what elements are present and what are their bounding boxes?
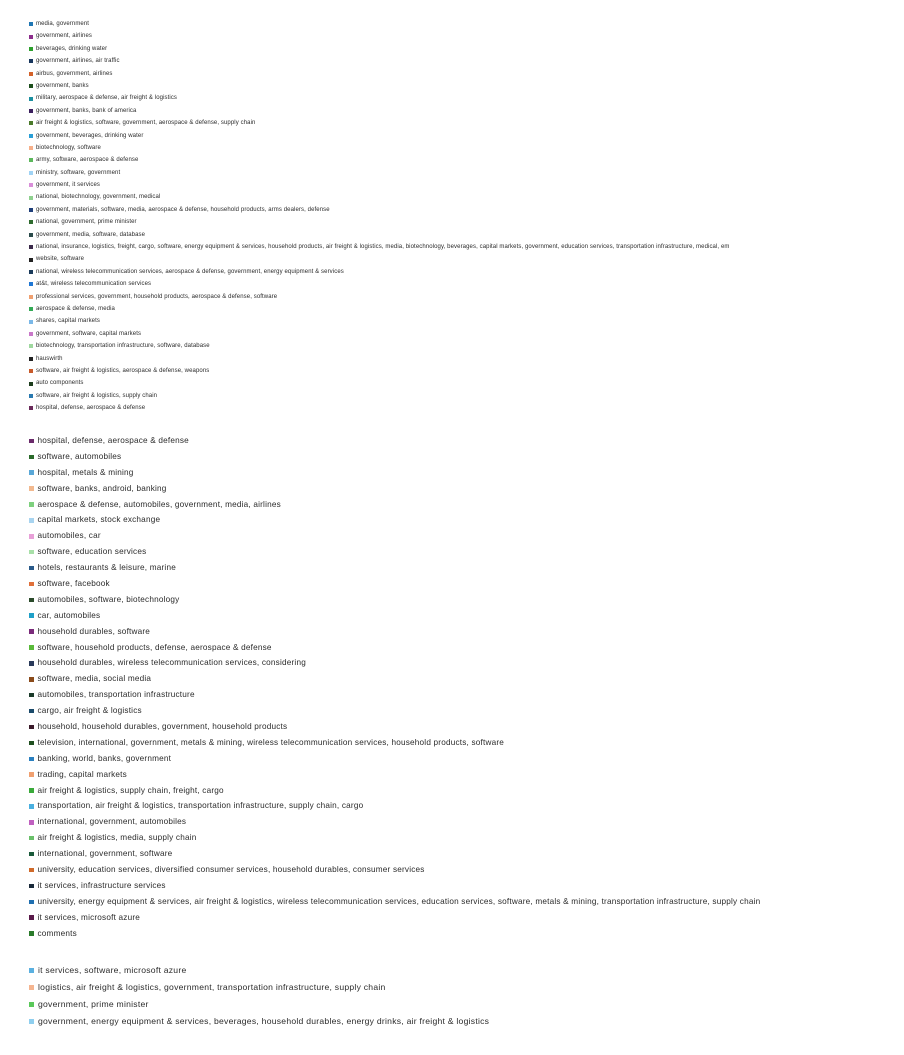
legend-entry [29,846,760,862]
legend-label: household durables, wireless telecommunication services, considering [37,658,306,668]
legend-entry [29,878,760,894]
legend-entry [29,735,760,751]
legend-swatch [29,518,34,523]
legend-swatch [29,357,33,361]
legend-entry [29,353,730,365]
legend-entry [29,624,760,640]
legend-entry [29,229,730,241]
legend-entry [29,592,760,608]
legend-entry [29,390,730,402]
legend-swatch [29,629,34,634]
legend-label: software, media, social media [37,674,152,684]
legend-label: biotechnology, software [36,144,101,151]
legend-label: automobiles, software, biotechnology [37,594,180,604]
legend-entry [29,402,730,414]
legend-label: household, household durables, government, household products [37,722,288,732]
legend-label: aerospace & defense, media [36,305,115,312]
legend-label: government, banks, bank of america [36,107,137,114]
legend-entry [29,640,760,656]
legend-swatch [29,725,34,730]
legend-swatch [29,550,34,555]
legend-swatch [29,406,33,410]
legend-label: army, software, aerospace & defense [36,157,139,164]
legend-entry [29,926,760,942]
legend-swatch [29,741,34,746]
legend-entry [29,30,730,42]
legend-entry [29,315,730,327]
legend-label: trading, capital markets [37,769,127,779]
legend-swatch [29,709,34,714]
legend-label: capital markets, stock exchange [37,515,161,525]
legend-swatch [29,788,34,793]
legend-label: it services, infrastructure services [37,880,166,890]
legend-swatch [29,613,34,618]
legend-swatch [29,22,33,26]
legend-label: government, software, capital markets [36,330,142,337]
legend-swatch [29,470,34,475]
legend-swatch [29,344,33,348]
legend-entry [29,798,760,814]
legend-swatch [29,439,34,444]
legend-entry [29,996,489,1013]
legend-entry [29,687,760,703]
legend-swatch [29,121,33,125]
legend-label: automobiles, car [37,531,101,541]
legend-swatch [29,455,34,460]
legend-entry [29,655,760,671]
legend-swatch [29,677,34,682]
legend-label: shares, capital markets [36,318,100,325]
legend-entry [29,80,730,92]
legend-swatch [29,900,34,905]
legend-swatch [29,582,34,587]
legend-label: hospital, metals & mining [37,467,134,477]
legend-label: government, energy equipment & services, beverages, household durables, energy drinks, air freight & logistics [38,1016,490,1026]
legend-label: university, energy equipment & services, air freight & logistics, wireless telecommunication services, education services, software, metals & mining, transportation infrastructure, supply chain [37,896,761,906]
legend-entry [29,340,730,352]
legend-swatch [29,1019,34,1024]
legend-label: government, prime minister [38,999,149,1009]
legend-label: software, education services [37,547,147,557]
legend-swatch [29,35,33,39]
legend-swatch [29,868,34,873]
legend-swatch [29,208,33,212]
legend-entry [29,894,760,910]
legend-label: airbus, government, airlines [36,70,113,77]
legend-label: aerospace & defense, automobiles, government, media, airlines [37,499,281,509]
legend-entry [29,560,760,576]
legend-entry [29,1013,489,1030]
legend-entry [29,497,760,513]
legend-swatch [29,382,33,386]
legend-entry [29,528,760,544]
legend-large [29,962,489,1030]
legend-entry [29,278,730,290]
legend-swatch [29,502,34,507]
legend-entry [29,719,760,735]
legend-swatch [29,97,33,101]
legend-entry [29,18,730,30]
legend-entry [29,204,730,216]
legend-swatch [29,757,34,762]
legend-swatch [29,820,34,825]
legend-entry [29,179,730,191]
legend-entry [29,830,760,846]
legend-swatch [29,84,33,88]
legend-medium [29,433,760,942]
legend-label: comments [37,928,77,938]
legend-entry [29,512,760,528]
legend-entry [29,68,730,80]
legend-label: biotechnology, transportation infrastructure, software, database [36,343,210,350]
legend-label: beverages, drinking water [36,45,108,52]
legend-swatch [29,72,33,76]
legend-swatch [29,645,34,650]
legend-swatch [29,270,33,274]
legend-label: transportation, air freight & logistics, transportation infrastructure, supply chain, cargo [37,801,364,811]
legend-entry [29,576,760,592]
legend-entry [29,979,489,996]
legend-label: at&t, wireless telecommunication services [36,281,152,288]
legend-swatch [29,158,33,162]
legend-entry [29,328,730,340]
legend-small [29,18,730,415]
legend-swatch [29,1002,34,1007]
legend-label: ministry, software, government [36,169,121,176]
legend-label: government, airlines, air traffic [36,58,120,65]
legend-entry [29,465,760,481]
legend-entry [29,142,730,154]
legend-label: software, automobiles [37,451,122,461]
legend-label: government, media, software, database [36,231,146,238]
legend-label: software, air freight & logistics, supply chain [36,392,158,399]
legend-entry [29,751,760,767]
legend-label: cargo, air freight & logistics [37,706,142,716]
legend-label: logistics, air freight & logistics, government, transportation infrastructure, supply chain [38,982,386,992]
legend-entry [29,544,760,560]
legend-label: government, banks [36,82,89,89]
legend-swatch [29,486,34,491]
legend-entry [29,92,730,104]
legend-swatch [29,968,34,973]
legend-label: banking, world, banks, government [37,753,172,763]
legend-entry [29,481,760,497]
legend-label: university, education services, diversified consumer services, household durables, consumer services [37,865,425,875]
legend-label: hospital, defense, aerospace & defense [37,436,189,445]
legend-swatch [29,109,33,113]
legend-entry [29,671,760,687]
legend-label: government, materials, software, media, aerospace & defense, household products, arms dealers, defense [36,206,330,213]
legend-entry [29,154,730,166]
legend-entry [29,105,730,117]
legend-label: national, wireless telecommunication services, aerospace & defense, government, energy equipment & services [36,268,344,275]
legend-label: government, beverages, drinking water [36,132,144,139]
legend-entry [29,862,760,878]
legend-entry [29,241,730,253]
legend-label: hauswirth [36,355,63,362]
legend-label: hospital, defense, aerospace & defense [36,405,146,412]
legend-entry [29,962,489,979]
legend-swatch [29,852,34,857]
legend-swatch [29,772,34,777]
legend-label: automobiles, transportation infrastructure [37,690,195,700]
legend-swatch [29,566,34,571]
legend-swatch [29,985,34,990]
legend-entry [29,117,730,129]
legend-swatch [29,369,33,373]
legend-entry [29,910,760,926]
legend-entry [29,303,730,315]
legend-entry [29,608,760,624]
legend-swatch [29,804,34,809]
legend-swatch [29,394,33,398]
legend-label: television, international, government, metals & mining, wireless telecommunication services, household products, software [37,737,505,747]
legend-entry [29,783,760,799]
legend-label: air freight & logistics, software, government, aerospace & defense, supply chain [36,120,256,127]
legend-swatch [29,196,33,200]
legend-swatch [29,661,34,666]
legend-swatch [29,931,34,936]
legend-swatch [29,884,34,889]
legend-swatch [29,146,33,150]
legend-label: it services, microsoft azure [37,912,141,922]
legend-label: government, airlines [36,33,93,40]
legend-entry [29,365,730,377]
legend-entry [29,216,730,228]
legend-label: household durables, software [37,626,151,636]
legend-label: national, insurance, logistics, freight, cargo, software, energy equipment & services, household products, air freight & logistics, media, biotechnology, beverages, capital markets, government, education services, transportation infrastructure, medical, em [36,244,730,251]
legend-entry [29,814,760,830]
legend-swatch [29,220,33,224]
legend-label: media, government [36,21,90,27]
legend-label: auto components [36,380,84,387]
legend-swatch [29,320,33,324]
legend-swatch [29,332,33,336]
legend-swatch [29,47,33,51]
legend-swatch [29,59,33,63]
legend-swatch [29,307,33,311]
legend-entry [29,130,730,142]
legend-label: air freight & logistics, media, supply chain [37,833,197,843]
legend-entry [29,55,730,67]
legend-swatch [29,134,33,138]
legend-swatch [29,282,33,286]
legend-swatch [29,836,34,841]
legend-label: government, it services [36,182,100,189]
legend-swatch [29,258,33,262]
legend-label: software, banks, android, banking [37,483,167,493]
legend-entry [29,167,730,179]
legend-swatch [29,171,33,175]
legend-label: software, household products, defense, aerospace & defense [37,642,272,652]
legend-swatch [29,693,34,698]
legend-entry [29,767,760,783]
legend-swatch [29,598,34,603]
legend-entry [29,191,730,203]
legend-label: military, aerospace & defense, air freight & logistics [36,95,178,102]
legend-label: car, automobiles [37,610,101,620]
legend-entry [29,433,760,449]
legend-entry [29,377,730,389]
legend-swatch [29,183,33,187]
legend-entry [29,253,730,265]
legend-swatch [29,233,33,237]
legend-label: website, software [36,256,85,263]
legend-label: software, facebook [37,579,110,589]
legend-label: air freight & logistics, supply chain, freight, cargo [37,785,224,795]
legend-swatch [29,245,33,249]
legend-label: professional services, government, household products, aerospace & defense, software [36,293,278,300]
legend-swatch [29,295,33,299]
legend-label: national, biotechnology, government, medical [36,194,161,201]
legend-entry [29,266,730,278]
legend-label: international, government, software [37,849,173,859]
legend-label: international, government, automobiles [37,817,187,827]
legend-entry [29,291,730,303]
legend-label: software, air freight & logistics, aerospace & defense, weapons [36,367,210,374]
legend-swatch [29,534,34,539]
legend-entry [29,43,730,55]
legend-label: hotels, restaurants & leisure, marine [37,563,176,573]
legend-entry [29,703,760,719]
legend-label: national, government, prime minister [36,219,137,226]
legend-label: it services, software, microsoft azure [38,965,187,975]
legend-swatch [29,915,34,920]
legend-entry [29,449,760,465]
